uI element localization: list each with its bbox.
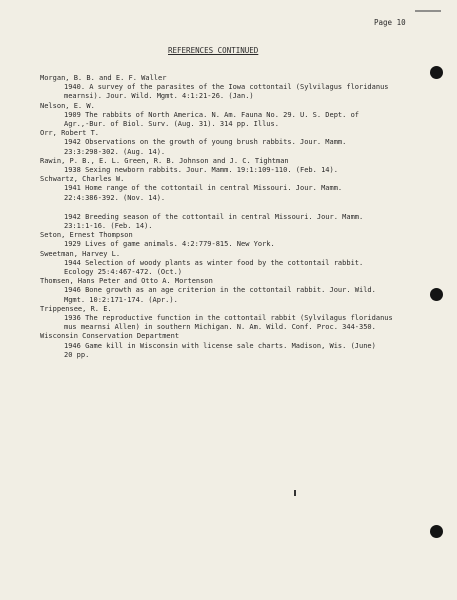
reference-text: 20 pp. [64,350,90,359]
reference-entry [40,102,435,130]
reference-entry [40,250,435,278]
pen-mark [415,10,441,12]
reference-text: mus mearnsi Allen) in southern Michigan. N. Am. Wild. Conf. Proc. 344-350. [64,323,376,332]
reference-author: Sweetman, Harvey L. [40,249,121,258]
reference-entry [40,129,435,157]
reference-entry [40,305,435,333]
reference-text: 1944 Selection of woody plants as winter food by the cottontail rabbit. [64,258,364,267]
reference-entry [40,175,435,203]
reference-entry [40,231,435,249]
reference-text: Mgmt. 10:2:171-174. (Apr.). [64,295,178,304]
reference-text: 22:4:386-392. (Nov. 14). [64,193,166,202]
reference-author: Seton, Ernest Thompson [40,231,133,240]
ink-mark [294,490,296,496]
page-title: REFERENCES CONTINUED [168,46,259,55]
reference-author: Wisconsin Conservation Department [40,332,180,341]
reference-text: 1941 Home range of the cottontail in central Missouri. Jour. Mamm. [64,184,343,193]
reference-text: 23:1:1-16. (Feb. 14). [64,222,153,231]
binder-hole-top-icon [430,66,443,79]
reference-entry [40,332,435,360]
reference-text: mearnsi). Jour. Wild. Mgmt. 4:1:21-26. (Jan.) [64,92,254,101]
reference-text: 1946 Game kill in Wisconsin with license sale charts. Madison, Wis. (June) [64,341,376,350]
reference-text: 1929 Lives of game animals. 4:2:779-815. New York. [64,240,275,249]
reference-text: Agr.,-Bur. of Biol. Surv. (Aug. 31). 314 pp. Illus. [64,120,279,129]
reference-entry [40,157,435,175]
reference-author: Trippensee, R. E. [40,304,112,313]
reference-author: Morgan, B. B. and E. F. Waller [40,74,167,82]
reference-entry [40,277,435,305]
reference-text: 1936 The reproductive function in the cottontail rabbit (Sylvilagus floridanus [64,314,393,323]
reference-list [40,74,435,360]
reference-author: Schwartz, Charles W. [40,175,125,184]
binder-hole-middle-icon [430,288,443,301]
reference-text: 1909 The rabbits of North America. N. Am. Fauna No. 29. U. S. Dept. of [64,110,360,119]
reference-entry [40,213,435,231]
reference-text: Ecology 25:4:467-472. (Oct.) [64,268,183,277]
reference-text: 23:3:298-302. (Aug. 14). [64,147,166,156]
reference-author: Rawin, P. B., E. L. Green, R. B. Johnson and J. C. Tightman [40,156,289,165]
reference-author: Orr, Robert T. [40,129,100,138]
reference-text: 1942 Observations on the growth of young brush rabbits. Jour. Mamm. [64,138,347,147]
reference-entry [40,74,435,102]
reference-text: 1942 Breeding season of the cottontail in central Missouri. Jour. Mamm. [64,212,364,221]
reference-author: Nelson, E. W. [40,101,95,110]
binder-hole-bottom-icon [430,525,443,538]
page-number: Page 10 [374,18,406,27]
reference-text: 1938 Sexing newborn rabbits. Jour. Mamm. 19:1:109-110. (Feb. 14). [64,166,338,175]
reference-text: 1946 Bone growth as an age criterion in the cottontail rabbit. Jour. Wild. [64,286,376,295]
reference-author: Thomsen, Hans Peter and Otto A. Mortenson [40,277,213,286]
reference-text: 1940. A survey of the parasites of the Iowa cottontail (Sylvilagus floridanus [64,83,389,92]
